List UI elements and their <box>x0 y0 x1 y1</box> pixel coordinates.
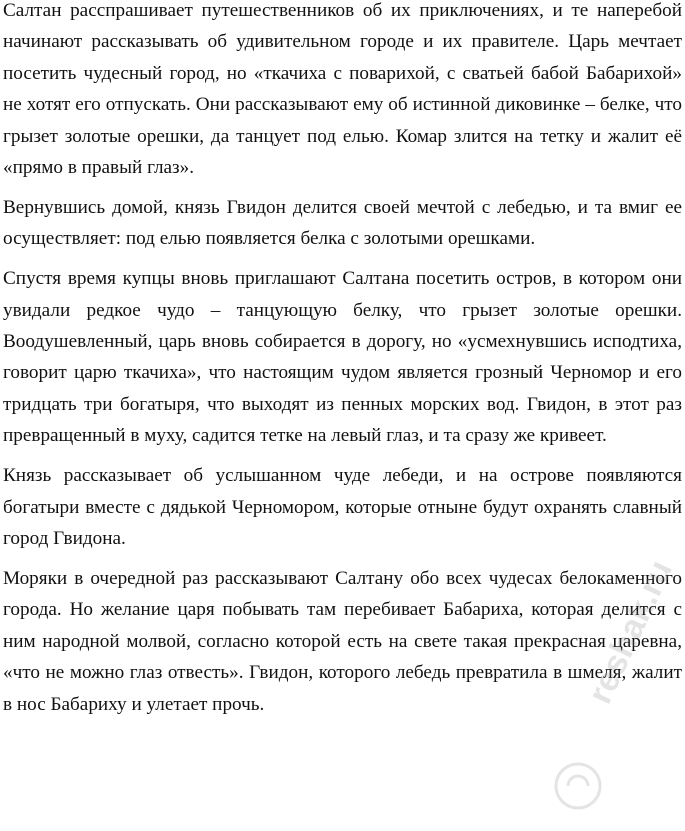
paragraph-3: Спустя время купцы вновь приглашают Салтана посетить остров, в котором они увидали редкое чудо – танцующую белку, что грызет золотые орешки. Воодушевленный, царь вновь собирается в дорогу, но «усмехнувшись исподтиха, говорит царю ткачиха», что настоящим чудом является грозный Черномор и его тридцать три богатыря, что выходят из пенных морских вод. Гвидон, в этот раз превращенный в муху, садится тетке на левый глаз, и та сразу же кривеет. <box>3 268 682 447</box>
watermark-text: reshak.ru <box>580 554 680 710</box>
paragraph-4: Князь рассказывает об услышанном чуде лебеди, и на острове появляются богатыри вместе с дядькой Черномором, которые отныне будут охранять славный город Гвидона. <box>3 465 682 549</box>
paragraph-2: Вернувшись домой, князь Гвидон делится своей мечтой с лебедью, и та вмиг ее осуществляет: под елью появляется белка с золотыми орешками. <box>3 196 682 250</box>
paragraph-5: Моряки в очередной раз рассказывают Салтану обо всех чудесах белокаменного города. Но желание царя побывать там перебивает Бабариха, которая делится с ним народной молвой, согласно которой есть на свете такая прекрасная царевна, «что не можно глаз отвесть». Гвидон, которого лебедь превратила в шмеля, жалит в нос Бабариху и улетает прочь. <box>3 567 682 715</box>
paragraph-1: Салтан расспрашивает путешественников об их приключениях, и те наперебой начинают рассказывать об удивительном городе и их правителе. Царь мечтает посетить чудесный город, но «ткачиха с поварихой, с сватьей бабой Бабарихой» не хотят его отпускать. Они рассказывают ему об истинной диковинке – белке, что грызет золотые орешки, да танцует под елью. Комар злится на тетку и жалит её «прямо в правый глаз». <box>3 0 682 179</box>
